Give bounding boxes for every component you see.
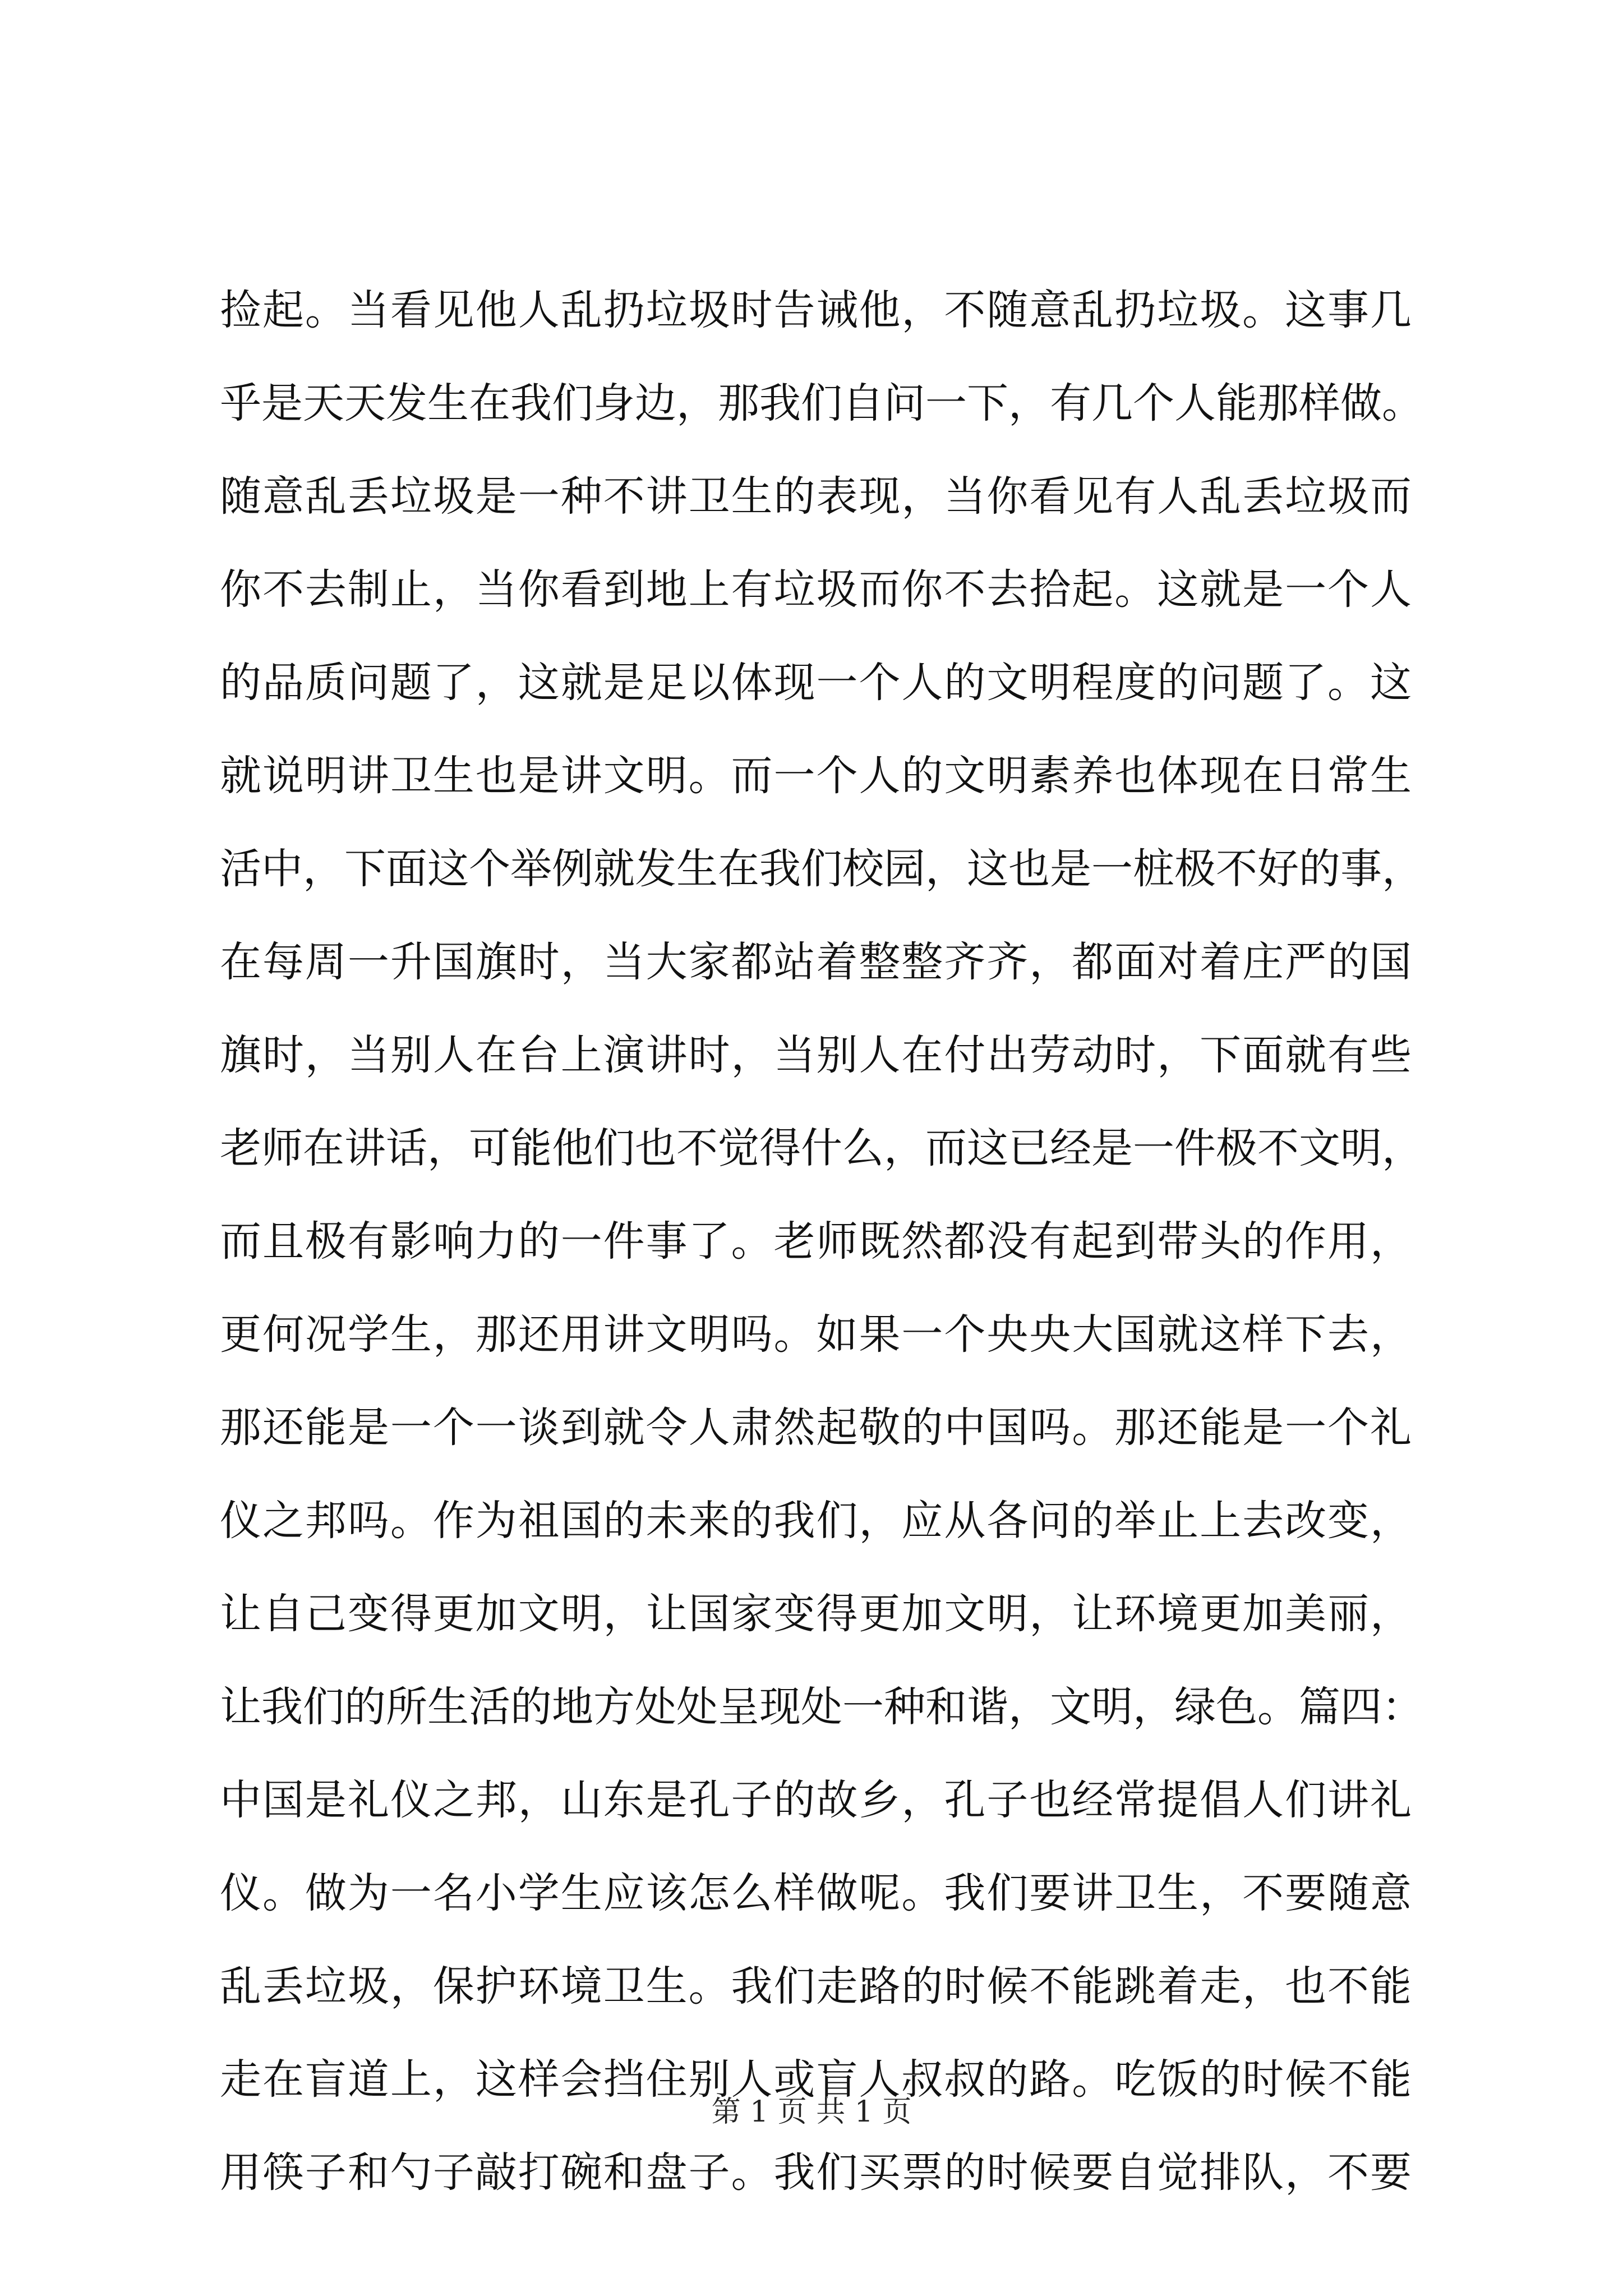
- text-line: 仪之邦吗。作为祖国的未来的我们，应从各问的举止上去改变，: [220, 1497, 1412, 1545]
- text-line: 的品质问题了，这就是足以体现一个人的文明程度的问题了。这: [220, 659, 1412, 707]
- text-line: 走在盲道上，这样会挡住别人或盲人叔叔的路。吃饭的时候不能: [220, 2055, 1412, 2104]
- text-line: 那还能是一个一谈到就令人肃然起敬的中国吗。那还能是一个礼: [220, 1404, 1412, 1452]
- text-line: 让自己变得更加文明，让国家变得更加文明，让环境更加美丽，: [220, 1590, 1412, 1638]
- page-footer: 第 1 页 共 1 页: [711, 2095, 912, 2129]
- text-line: 你不去制止，当你看到地上有垃圾而你不去拾起。这就是一个人: [220, 565, 1412, 614]
- text-line: 在每周一升国旗时，当大家都站着整整齐齐，都面对着庄严的国: [220, 938, 1412, 986]
- text-line: 活中，下面这个举例就发生在我们校园，这也是一桩极不好的事，: [220, 845, 1423, 893]
- text-line: 捡起。当看见他人乱扔垃圾时告诫他，不随意乱扔垃圾。这事几: [220, 286, 1412, 334]
- body-text: [220, 264, 1423, 2219]
- text-line: 乱丢垃圾，保护环境卫生。我们走路的时候不能跳着走，也不能: [220, 1962, 1412, 2010]
- text-line: 用筷子和勺子敲打碗和盘子。我们买票的时候要自觉排队，不要: [220, 2148, 1412, 2197]
- text-line: 老师在讲话，可能他们也不觉得什么，而这已经是一件极不文明，: [220, 1124, 1423, 1172]
- text-line: 就说明讲卫生也是讲文明。而一个人的文明素养也体现在日常生: [220, 752, 1412, 800]
- text-line: 仪。做为一名小学生应该怎么样做呢。我们要讲卫生，不要随意: [220, 1869, 1412, 1917]
- text-line: 旗时，当别人在台上演讲时，当别人在付出劳动时，下面就有些: [220, 1031, 1412, 1079]
- text-line: 中国是礼仪之邦，山东是孔子的故乡，孔子也经常提倡人们讲礼: [220, 1776, 1412, 1824]
- text-line: 随意乱丢垃圾是一种不讲卫生的表现，当你看见有人乱丢垃圾而: [220, 472, 1412, 521]
- text-line: 乎是天天发生在我们身边，那我们自问一下，有几个人能那样做。: [220, 379, 1423, 427]
- text-line: 而且极有影响力的一件事了。老师既然都没有起到带头的作用，: [220, 1217, 1412, 1266]
- text-line: 更何况学生，那还用讲文明吗。如果一个央央大国就这样下去，: [220, 1310, 1412, 1359]
- text-line: 让我们的所生活的地方处处呈现处一种和谐，文明，绿色。篇四：: [220, 1683, 1423, 1731]
